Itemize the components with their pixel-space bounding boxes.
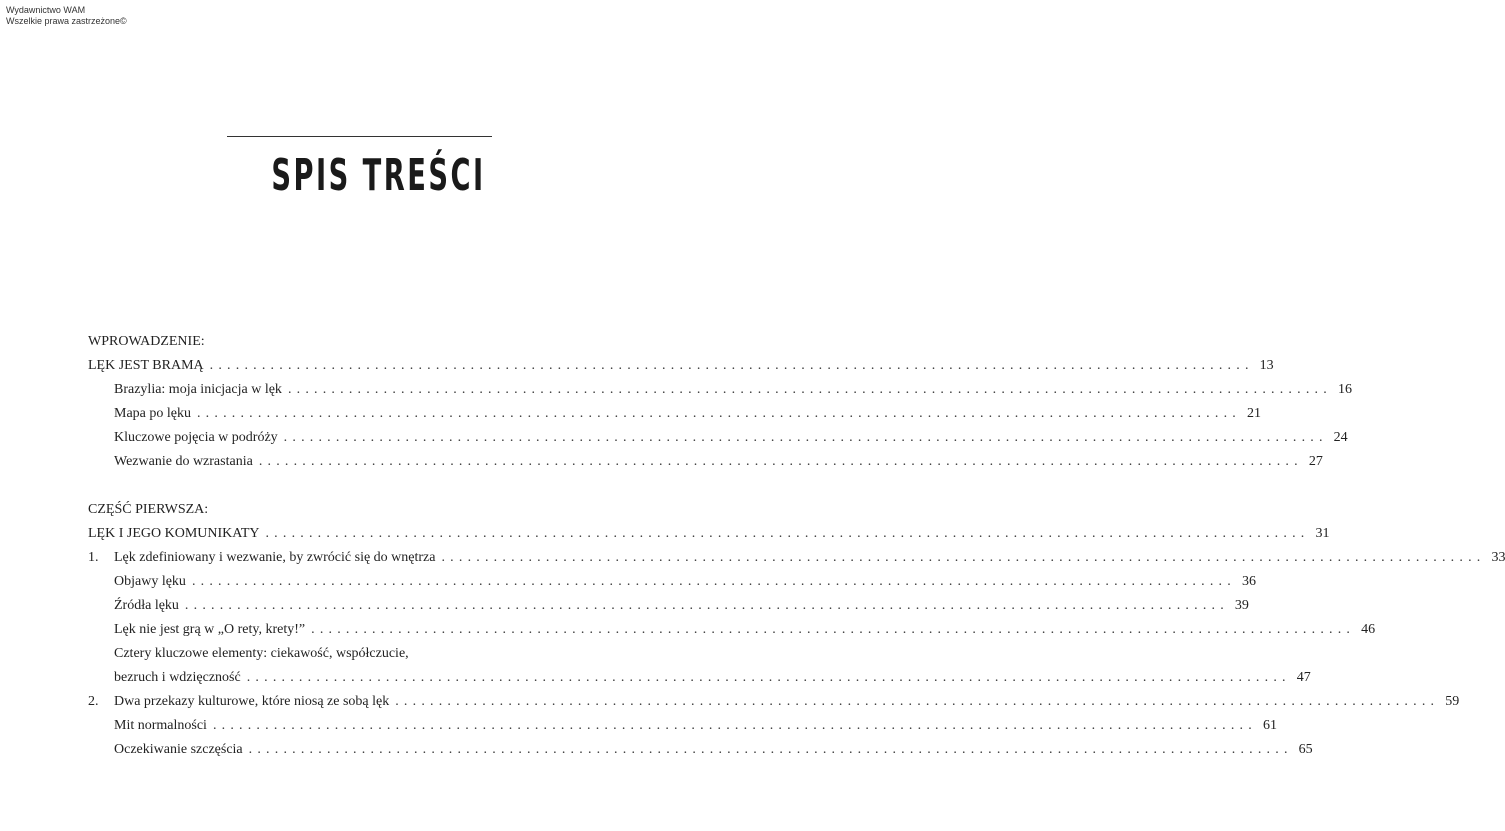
toc-page-number: 39 — [1234, 598, 1249, 613]
toc-entry-title: Objawy lęku — [114, 574, 186, 589]
toc-entry-title: bezruch i wdzięczność — [114, 670, 241, 685]
toc-page-number: 31 — [1315, 526, 1330, 541]
toc-page-number: 24 — [1333, 430, 1348, 445]
dot-leader: ........................................................................................................................ — [265, 526, 1310, 541]
toc-page-number: 47 — [1296, 670, 1311, 685]
toc-entry-title: Mapa po lęku — [114, 406, 191, 421]
toc-entry[interactable] — [88, 354, 1274, 378]
toc-entry-title: LĘK I JEGO KOMUNIKATY — [88, 526, 260, 541]
title-rule — [227, 136, 492, 137]
toc-entry-title: Kluczowe pojęcia w podróży — [114, 430, 278, 445]
toc-page-number: 33 — [1491, 550, 1505, 565]
chapter-number: 2. — [88, 694, 99, 709]
dot-leader: ........................................................................................................................ — [258, 454, 1303, 469]
dot-leader: ........................................................................................................................ — [248, 742, 1293, 757]
toc-entry[interactable] — [88, 618, 1376, 642]
dot-leader: ........................................................................................................................ — [395, 694, 1440, 709]
toc-entry[interactable] — [88, 522, 1330, 546]
toc-page-number: 59 — [1445, 694, 1460, 709]
publisher-notice — [6, 5, 127, 27]
toc-entry[interactable] — [88, 570, 1256, 594]
toc-entry-title: Brazylia: moja inicjacja w lęk — [114, 382, 282, 397]
toc-entry[interactable] — [88, 402, 1261, 426]
toc-entry[interactable] — [88, 594, 1249, 618]
dot-leader: ........................................................................................................................ — [196, 406, 1241, 421]
toc-entry-title: Lęk zdefiniowany i wezwanie, by zwrócić się do wnętrza — [114, 550, 436, 565]
toc-entry-title: Oczekiwanie szczęścia — [114, 742, 243, 757]
dot-leader: ........................................................................................................................ — [287, 382, 1332, 397]
section-heading: WPROWADZENIE: — [88, 334, 205, 349]
toc-page-number: 13 — [1259, 358, 1274, 373]
table-of-contents — [88, 330, 1505, 762]
toc-entry-title: Dwa przekazy kulturowe, które niosą ze sobą lęk — [114, 694, 390, 709]
dot-leader: ........................................................................................................................ — [191, 574, 1236, 589]
toc-page-number: 46 — [1361, 622, 1376, 637]
dot-leader: ........................................................................................................................ — [246, 670, 1291, 685]
toc-page-number: 36 — [1241, 574, 1256, 589]
dot-leader: ........................................................................................................................ — [441, 550, 1486, 565]
toc-entry[interactable] — [88, 426, 1348, 450]
dot-leader: ........................................................................................................................ — [209, 358, 1254, 373]
toc-entry[interactable] — [88, 714, 1277, 738]
dot-leader: ........................................................................................................................ — [283, 430, 1328, 445]
section-spacer — [88, 474, 484, 498]
toc-chapter-entry[interactable] — [88, 690, 1460, 714]
toc-entry-title: LĘK JEST BRAMĄ — [88, 358, 204, 373]
toc-page-number: 21 — [1246, 406, 1261, 421]
toc-entry[interactable] — [88, 738, 1313, 762]
dot-leader: ........................................................................................................................ — [212, 718, 1257, 733]
toc-entry-title: Lęk nie jest grą w „O rety, krety!” — [114, 622, 306, 637]
toc-page-number: 27 — [1308, 454, 1323, 469]
section-heading: CZĘŚĆ PIERWSZA: — [88, 502, 209, 517]
page-title: SPIS TREŚCI — [271, 150, 486, 201]
toc-entry[interactable] — [88, 666, 1311, 690]
toc-entry-title: Wezwanie do wzrastania — [114, 454, 253, 469]
toc-entry[interactable] — [88, 450, 1323, 474]
toc-entry-title: Mit normalności — [114, 718, 207, 733]
toc-entry-title-line[interactable]: Cztery kluczowe elementy: ciekawość, współczucie, — [114, 646, 409, 661]
toc-chapter-entry[interactable] — [88, 546, 1505, 570]
toc-page-number: 65 — [1298, 742, 1313, 757]
publisher-name: Wydawnictwo WAM — [6, 5, 86, 15]
toc-page-number: 61 — [1262, 718, 1277, 733]
dot-leader: ........................................................................................................................ — [311, 622, 1356, 637]
dot-leader: ........................................................................................................................ — [184, 598, 1229, 613]
chapter-number: 1. — [88, 550, 99, 565]
toc-entry[interactable] — [88, 378, 1352, 402]
copyright-notice: Wszelkie prawa zastrzeżone© — [6, 16, 127, 26]
toc-entry-title: Źródła lęku — [114, 598, 179, 613]
toc-page-number: 16 — [1337, 382, 1352, 397]
